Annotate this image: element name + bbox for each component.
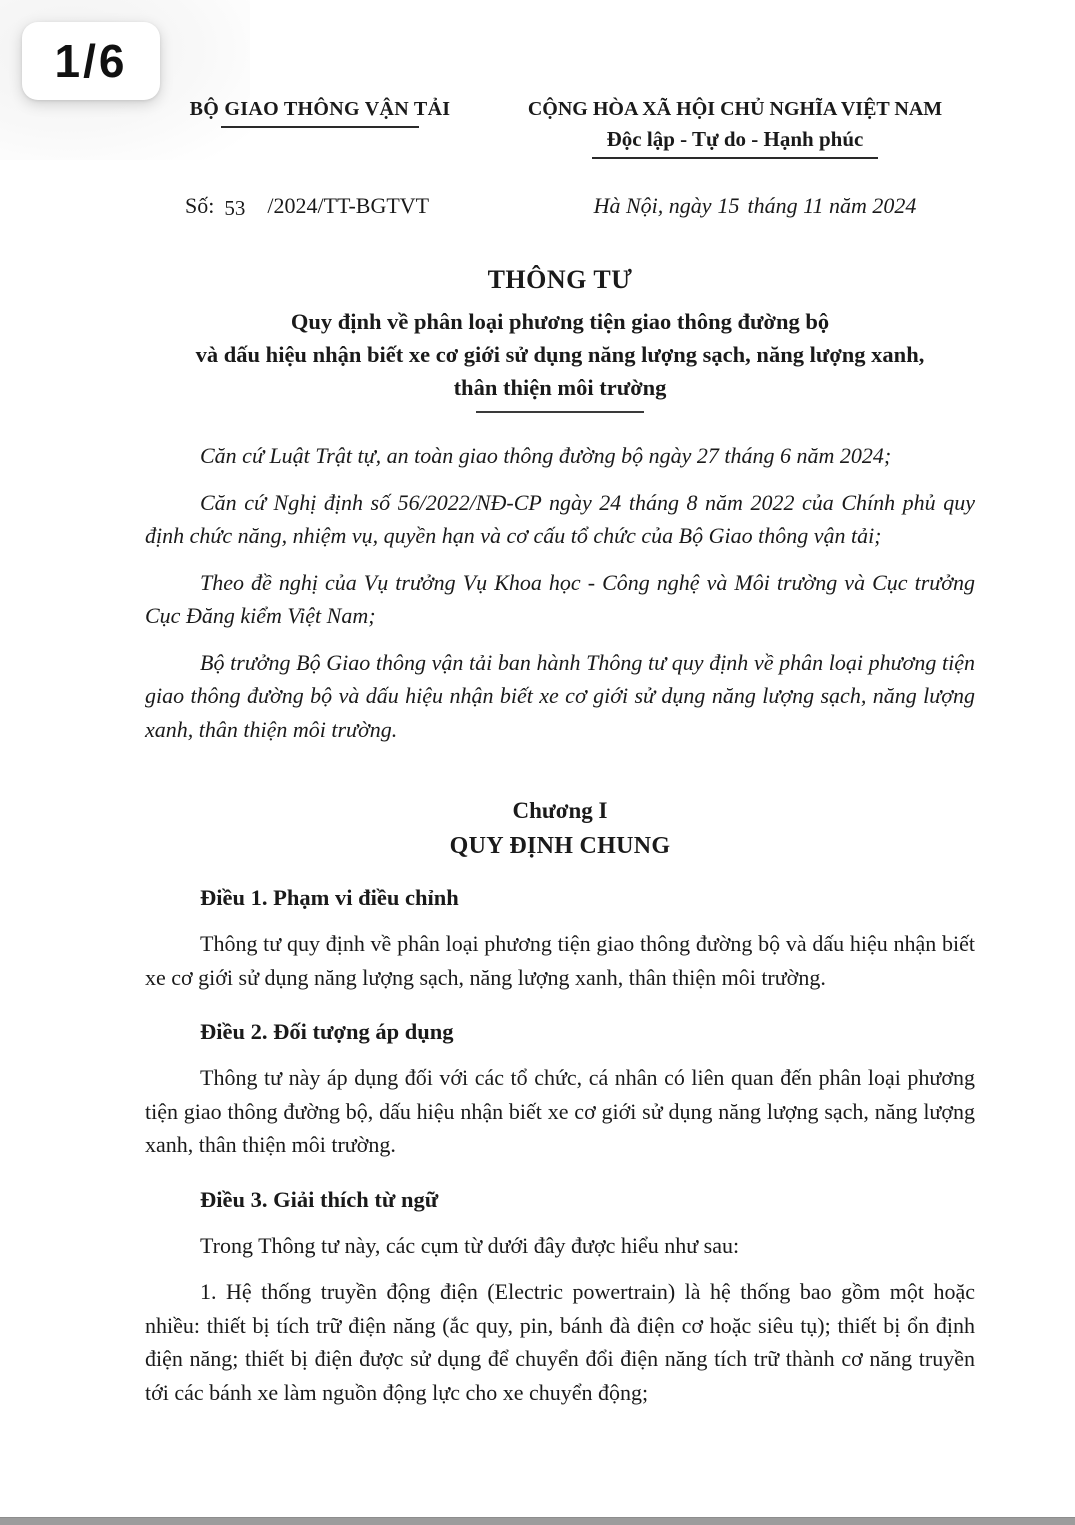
article-1-paragraph: Thông tư quy định về phân loại phương tiện giao thông đường bộ và dấu hiệu nhận biết xe cơ giới sử dụng năng lượng sạch, năng lượng xanh, thân thiện môi trường.	[145, 931, 975, 990]
subject-line-1: Quy định về phân loại phương tiện giao thông đường bộ	[290, 309, 830, 334]
article-1	[145, 881, 975, 994]
document-meta-row	[145, 193, 975, 219]
document-number-suffix: /2024/TT-BGTVT	[267, 193, 430, 218]
chapter-label: Chương I	[512, 798, 608, 823]
article-3-paragraph: Trong Thông tư này, các cụm từ dưới đây được hiểu như sau:	[200, 1232, 740, 1258]
title-separator-rule	[476, 411, 644, 413]
preamble-paragraph: Theo đề nghị của Vụ trưởng Vụ Khoa học - Công nghệ và Môi trường và Cục trưởng Cục Đăng kiểm Việt Nam;	[145, 569, 975, 628]
preamble-paragraph: Căn cứ Nghị định số 56/2022/NĐ-CP ngày 24 tháng 8 năm 2022 của Chính phủ quy định chức năng, nhiệm vụ, quyền hạn và cơ cấu tổ chức của Bộ Giao thông vận tải;	[145, 489, 975, 548]
national-motto: Độc lập - Tự do - Hạnh phúc	[606, 127, 864, 151]
preamble-paragraph: Căn cứ Luật Trật tự, an toàn giao thông đường bộ ngày 27 tháng 6 năm 2024;	[200, 443, 892, 468]
horizontal-scrollbar[interactable]	[0, 1517, 1075, 1525]
issuing-org-block	[145, 98, 495, 159]
article-3-heading: Điều 3. Giải thích từ ngữ	[200, 1186, 439, 1212]
page-indicator-text: 1/6	[54, 35, 128, 87]
place-date-prefix: Hà Nội, ngày	[593, 193, 712, 218]
preamble-paragraph: Bộ trưởng Bộ Giao thông vận tải ban hành Thông tư quy định về phân loại phương tiện giao thông đường bộ và dấu hiệu nhận biết xe cơ giới sử dụng năng lượng sạch, năng lượng xanh, thân thiện môi trường.	[145, 649, 975, 742]
issuing-org-name: BỘ GIAO THÔNG VẬN TẢI	[189, 98, 451, 120]
article-2-paragraph: Thông tư này áp dụng đối với các tổ chức, cá nhân có liên quan đến phân loại phương tiện giao thông đường bộ, dấu hiệu nhận biết xe cơ giới sử dụng năng lượng sạch, năng lượng xanh, thân thiện môi trường.	[145, 1065, 975, 1157]
date-day: 15	[717, 193, 740, 218]
document-number	[145, 193, 535, 219]
document-number-label: Số:	[185, 193, 215, 218]
article-2-heading: Điều 2. Đối tượng áp dụng	[200, 1019, 454, 1044]
country-title: CỘNG HÒA XÃ HỘI CHỦ NGHĨA VIỆT NAM	[527, 98, 943, 120]
document-subject	[145, 305, 975, 404]
article-2	[145, 1015, 975, 1162]
preamble-section	[145, 439, 975, 746]
republic-block	[495, 98, 975, 159]
document-type-title: THÔNG TƯ	[487, 265, 633, 294]
document-number-value: 53	[224, 196, 246, 220]
subject-line-2: và dấu hiệu nhận biết xe cơ giới sử dụng năng lượng sạch, năng lượng xanh,	[195, 342, 925, 367]
motto-underline	[592, 157, 878, 159]
national-header	[145, 98, 975, 159]
place-and-date	[535, 193, 975, 219]
article-3	[145, 1183, 975, 1410]
article-3-paragraph: 1. Hệ thống truyền động điện (Electric powertrain) là hệ thống bao gồm một hoặc nhiều: thiết bị tích trữ điện năng (ắc quy, pin, bánh đà điện cơ hoặc siêu tụ); thiết bị ổn định điện năng; thiết bị điện được sử dụng để chuyển đổi điện năng tích trữ thành cơ năng truyền tới các bánh xe làm nguồn động lực cho xe chuyển động;	[145, 1279, 975, 1405]
place-date-suffix: tháng 11 năm 2024	[747, 193, 917, 218]
issuing-org-underline	[221, 126, 419, 128]
chapter-title: QUY ĐỊNH CHUNG	[449, 833, 671, 859]
subject-line-3: thân thiện môi trường	[453, 375, 667, 400]
article-1-heading: Điều 1. Phạm vi điều chỉnh	[200, 885, 459, 910]
